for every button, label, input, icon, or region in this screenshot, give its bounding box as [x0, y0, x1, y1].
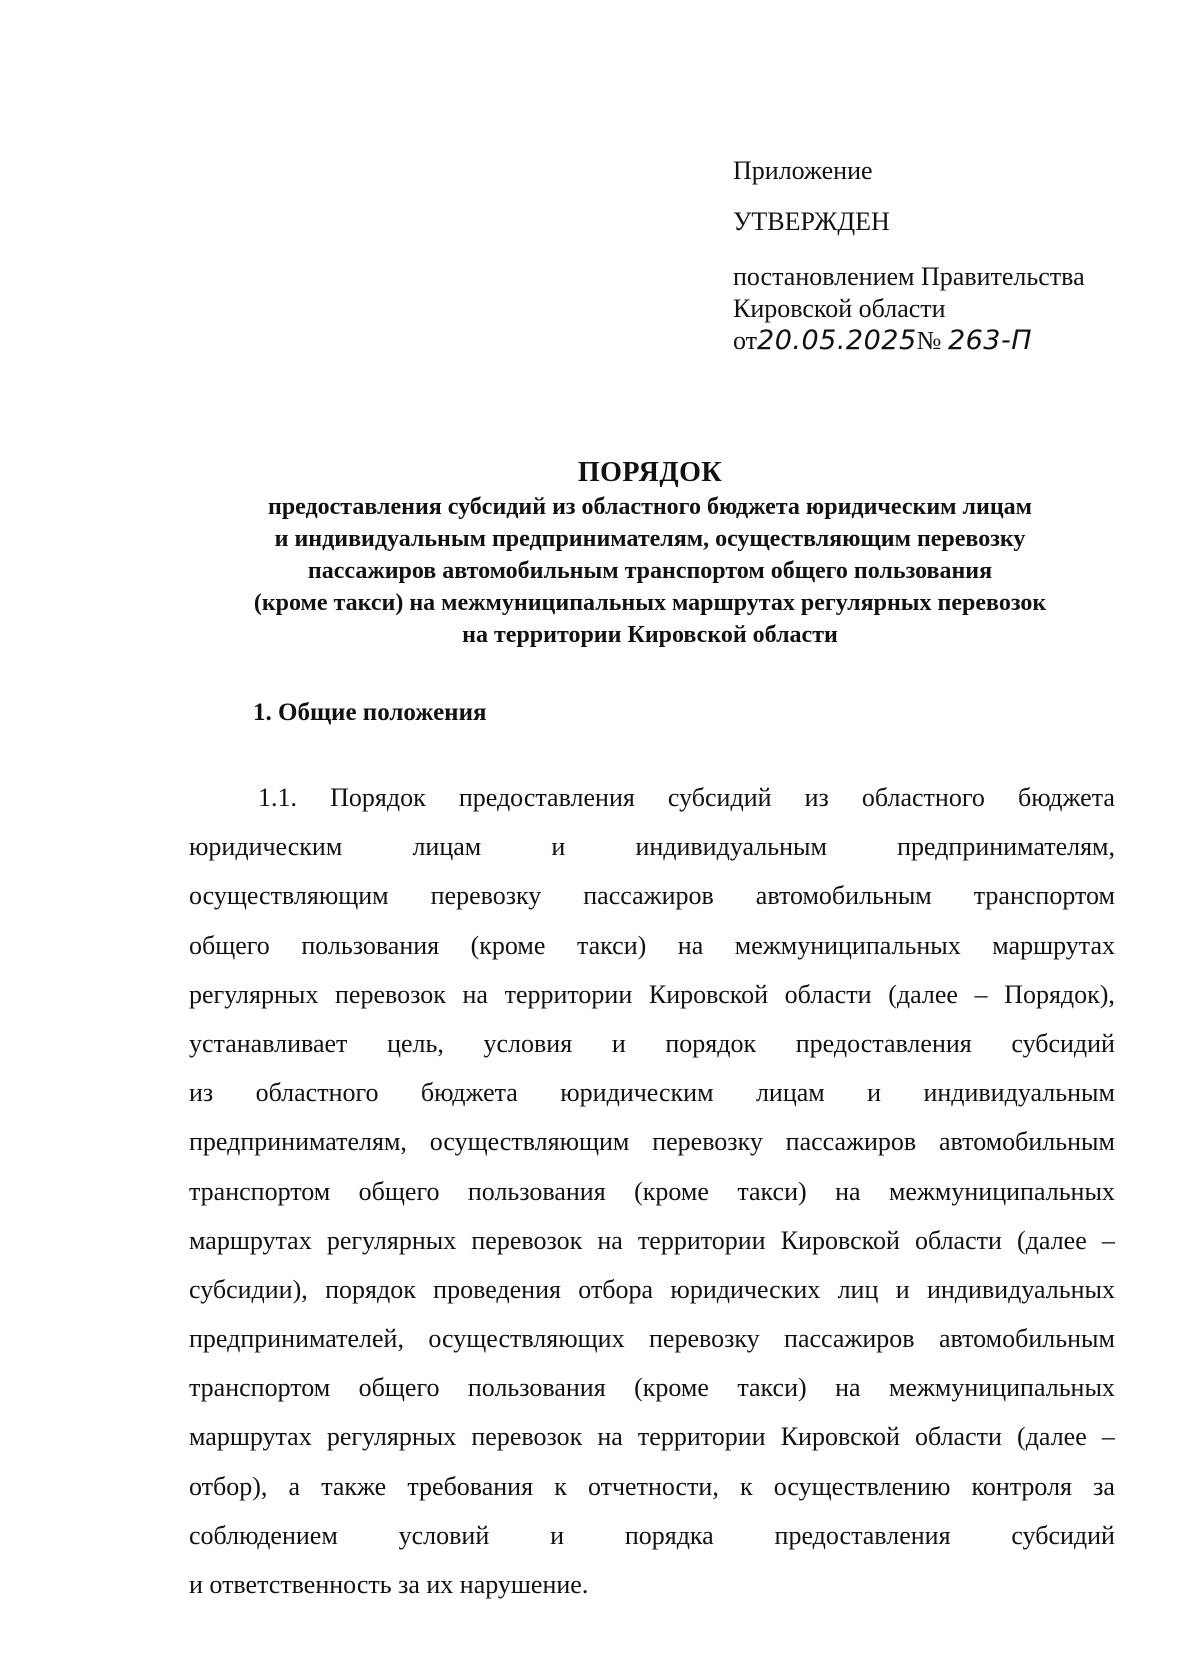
word: устанавливает	[189, 1028, 348, 1058]
word: условия	[483, 1028, 573, 1058]
word: осуществлению	[773, 1471, 951, 1501]
word: к	[739, 1471, 753, 1501]
word: субсидии),	[189, 1274, 308, 1304]
paragraph-line	[189, 970, 1115, 1019]
word: порядка	[624, 1520, 714, 1550]
word: юридическим	[189, 832, 343, 862]
word: предпринимателям,	[189, 1127, 407, 1157]
word: порядок	[325, 1274, 416, 1304]
paragraph-line	[189, 1462, 1115, 1511]
word: осуществляющим	[189, 881, 389, 911]
word: области	[784, 979, 872, 1009]
word: из	[804, 783, 829, 812]
paragraph-line-text: и ответственность за их нарушение.	[189, 1570, 589, 1599]
word: перевозку	[648, 1324, 760, 1354]
decree-date-number	[733, 325, 1153, 357]
word: отбор),	[189, 1471, 268, 1501]
paragraph-line	[189, 921, 1115, 970]
handwritten-date: 20.05.2025	[757, 325, 917, 356]
word: (далее	[1017, 1422, 1087, 1452]
word: общего	[358, 1176, 440, 1206]
word: проведения	[433, 1274, 561, 1304]
document-title-block	[150, 455, 1150, 651]
word: –	[1101, 1422, 1115, 1452]
word: автомобильным	[938, 1324, 1115, 1354]
document-subtitle-line: и индивидуальным предпринимателям, осуществляющим перевозку	[274, 526, 1026, 552]
word: на	[597, 1422, 623, 1452]
word: юридических	[670, 1274, 821, 1304]
word: (кроме	[634, 1373, 709, 1403]
word: маршрутах	[992, 930, 1115, 960]
word: пользования	[301, 930, 440, 960]
word: регулярных	[326, 1225, 457, 1255]
word: Кировской	[648, 979, 769, 1009]
word: и	[550, 1520, 564, 1550]
word: межмуниципальных	[888, 1176, 1115, 1206]
word: территории	[637, 1225, 766, 1255]
word: маршрутах	[189, 1422, 312, 1452]
word: (кроме	[470, 930, 546, 960]
word: межмуниципальных	[734, 930, 961, 960]
paragraph-line	[189, 1314, 1115, 1363]
word: к	[554, 1471, 567, 1501]
word: перевозок	[471, 1225, 583, 1255]
word: порядок	[665, 1028, 757, 1058]
paragraph-line	[189, 1068, 1115, 1117]
paragraph-line	[189, 1216, 1115, 1265]
word: условий	[398, 1520, 490, 1550]
word: автомобильным	[755, 881, 932, 911]
paragraph-line	[189, 1560, 1115, 1609]
word: и	[867, 1078, 882, 1108]
word: требования	[407, 1471, 534, 1501]
word: на	[597, 1225, 623, 1255]
document-subtitle-line: (кроме такси) на межмуниципальных маршрутах регулярных перевозок	[253, 590, 1047, 616]
document-subtitle-line: пассажиров автомобильным транспортом общего пользования	[307, 558, 993, 584]
word: областного	[255, 1078, 379, 1108]
word: такси)	[737, 1176, 807, 1206]
paragraph-line	[189, 822, 1115, 871]
word: индивидуальных	[926, 1274, 1115, 1304]
word: пассажиров	[784, 1324, 915, 1354]
word: Порядок	[330, 783, 426, 812]
decree-line-2: Кировской области	[733, 294, 946, 323]
paragraph-line	[189, 871, 1115, 920]
word: –	[1101, 1225, 1115, 1255]
paragraph-line	[189, 1412, 1115, 1461]
word: перевозку	[652, 1127, 763, 1157]
word: области	[915, 1225, 1002, 1255]
word: предпринимателям,	[897, 832, 1115, 862]
word: также	[321, 1471, 387, 1501]
word: такси)	[737, 1373, 807, 1403]
document-subtitle-line: на территории Кировской области	[462, 622, 838, 648]
word: Кировской	[780, 1225, 900, 1255]
word: субсидий	[1011, 1028, 1115, 1058]
word: отбора	[578, 1274, 654, 1304]
word: (далее	[888, 979, 958, 1009]
word: области	[915, 1422, 1002, 1452]
paragraph-line	[189, 1117, 1115, 1166]
word: транспортом	[973, 881, 1115, 911]
word: перевозок	[471, 1422, 583, 1452]
paragraph-line	[189, 1363, 1115, 1412]
word: автомобильным	[939, 1127, 1115, 1157]
word: такси)	[576, 930, 647, 960]
paragraph-1-1	[189, 773, 1115, 1609]
word: областного	[861, 783, 985, 812]
word: отчетности,	[587, 1471, 719, 1501]
section-heading: 1. Общие положения	[253, 699, 487, 726]
word: предоставления	[774, 1520, 951, 1550]
word: пользования	[467, 1373, 606, 1403]
word: лиц	[837, 1274, 879, 1304]
number-sign: №	[916, 326, 942, 355]
word: и	[611, 1028, 626, 1058]
word: бюджета	[420, 1078, 518, 1108]
word: осуществляющим	[429, 1127, 630, 1157]
word: и	[551, 832, 566, 862]
word: регулярных	[326, 1422, 457, 1452]
word: на	[462, 979, 488, 1009]
paragraph-line	[189, 773, 1115, 822]
word: цель,	[387, 1028, 444, 1058]
word: а	[288, 1471, 301, 1501]
word: бюджета	[1017, 783, 1115, 812]
word: регулярных	[189, 979, 319, 1009]
approval-block	[733, 155, 1153, 357]
word: на	[835, 1176, 861, 1206]
word: предоставления	[458, 783, 635, 812]
word: субсидий	[667, 783, 772, 812]
word: субсидий	[1011, 1520, 1115, 1550]
document-title: ПОРЯДОК	[577, 457, 723, 488]
word: 1.1.	[258, 783, 297, 812]
paragraph-line	[189, 1265, 1115, 1314]
word: (кроме	[634, 1176, 709, 1206]
word: юридическим	[560, 1078, 714, 1108]
word: и	[895, 1274, 910, 1304]
word: предпринимателей,	[189, 1324, 404, 1354]
word: пассажиров	[583, 881, 714, 911]
appendix-label: Приложение	[733, 156, 873, 185]
word: индивидуальным	[635, 832, 827, 862]
word: осуществляющих	[428, 1324, 625, 1354]
word: транспортом	[189, 1176, 331, 1206]
word: –	[974, 979, 988, 1009]
word: из	[189, 1078, 214, 1108]
word: пассажиров	[785, 1127, 917, 1157]
word: общего	[358, 1373, 440, 1403]
word: перевозок	[335, 979, 446, 1009]
paragraph-line	[189, 1019, 1115, 1068]
word: индивидуальным	[923, 1078, 1115, 1108]
word: контроля	[971, 1471, 1073, 1501]
word: лицам	[755, 1078, 825, 1108]
word: пользования	[467, 1176, 606, 1206]
word: на	[835, 1373, 861, 1403]
word: общего	[189, 930, 270, 960]
word: маршрутах	[189, 1225, 312, 1255]
word: соблюдением	[189, 1520, 338, 1550]
paragraph-line	[189, 1511, 1115, 1560]
word: перевозку	[430, 881, 542, 911]
word: лицам	[412, 832, 482, 862]
document-subtitle-line: предоставления субсидий из областного бюджета юридическим лицам	[267, 494, 1032, 520]
word: транспортом	[189, 1373, 331, 1403]
word: (далее	[1017, 1225, 1087, 1255]
decree-line-1: постановлением Правительства	[733, 262, 1085, 291]
date-prefix: от	[733, 326, 758, 355]
word: предоставления	[795, 1028, 972, 1058]
approved-label: УТВЕРЖДЕН	[733, 207, 890, 236]
word: за	[1093, 1471, 1115, 1501]
handwritten-number: 263-П	[947, 325, 1033, 356]
word: территории	[637, 1422, 766, 1452]
word: на	[677, 930, 704, 960]
word: Порядок),	[1004, 979, 1115, 1009]
word: территории	[504, 979, 633, 1009]
word: межмуниципальных	[888, 1373, 1115, 1403]
paragraph-line	[189, 1167, 1115, 1216]
word: Кировской	[780, 1422, 900, 1452]
